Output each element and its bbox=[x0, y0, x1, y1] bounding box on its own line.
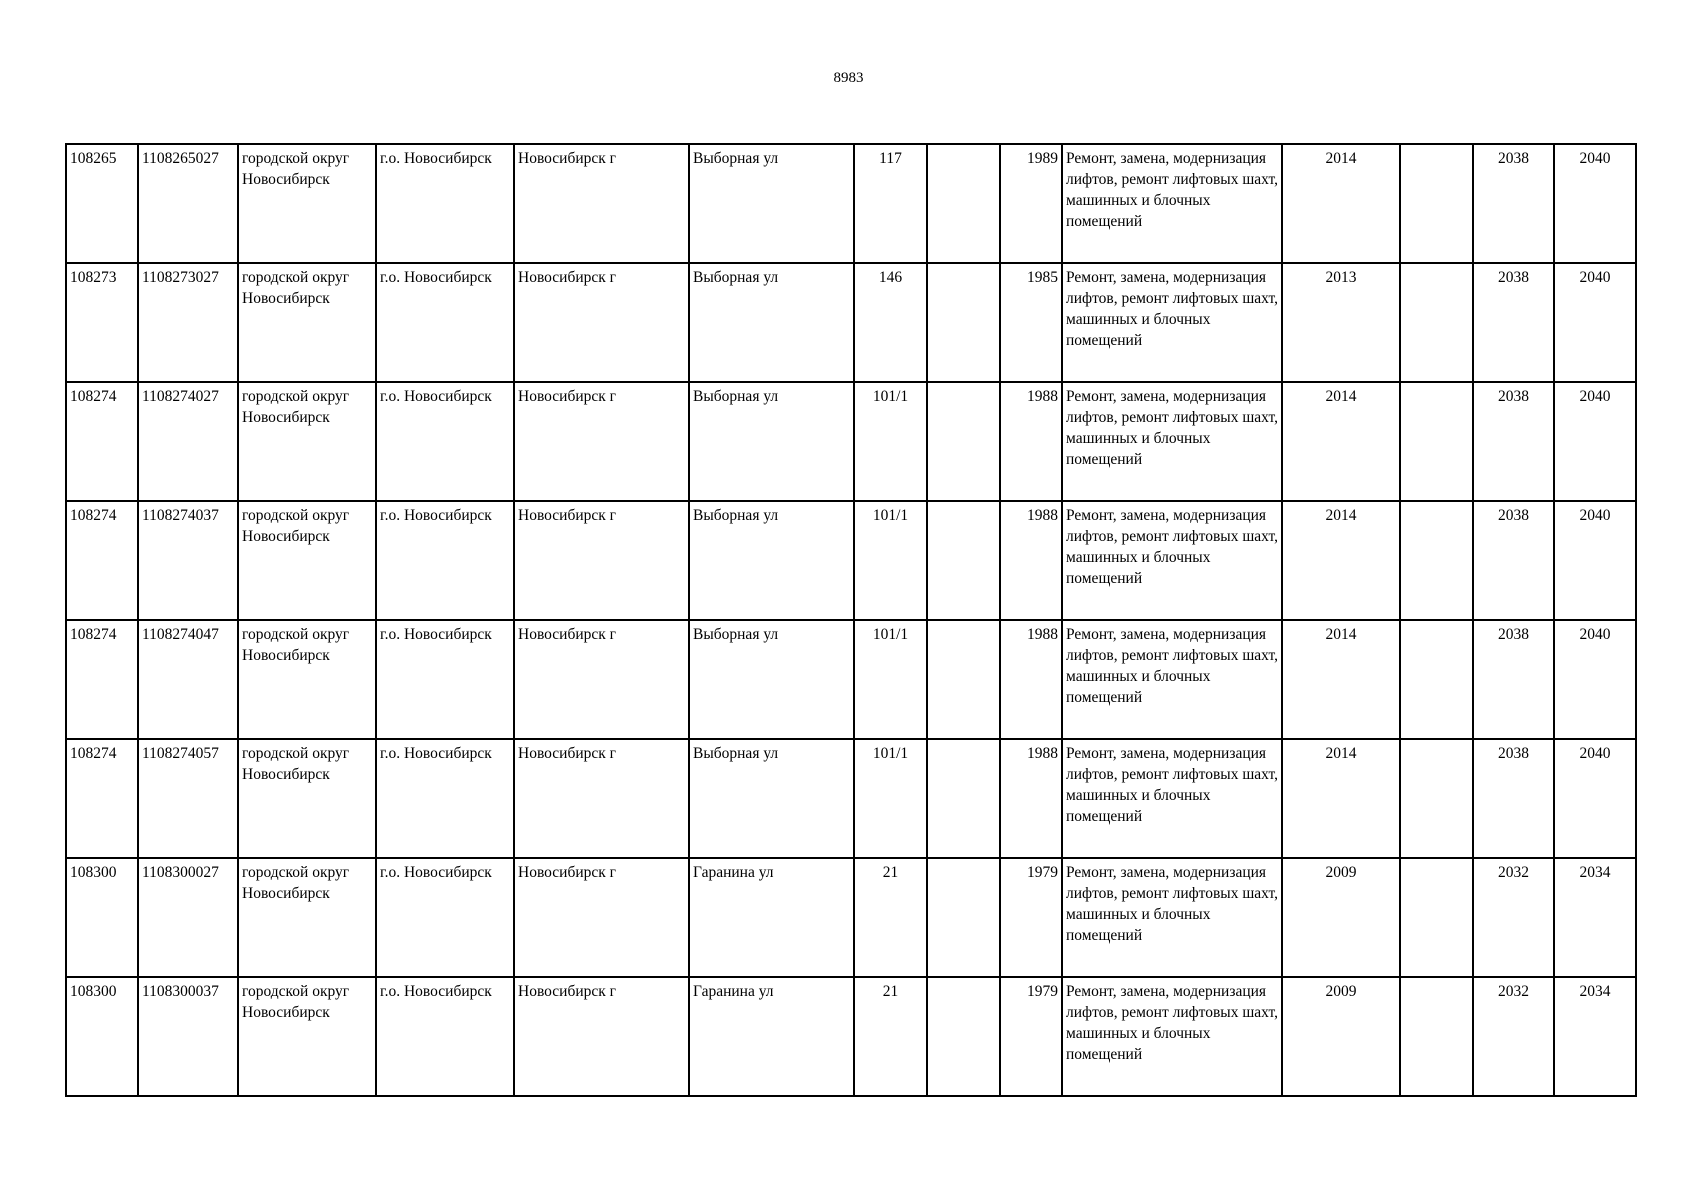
cell-municipality: г.о. Новосибирск bbox=[376, 620, 514, 739]
cell-empty bbox=[1400, 263, 1473, 382]
cell-district: городской округ Новосибирск bbox=[238, 858, 376, 977]
cell-locality: Новосибирск г bbox=[514, 739, 689, 858]
cell-year-built: 1988 bbox=[1000, 739, 1062, 858]
cell-code: 1108274047 bbox=[138, 620, 238, 739]
cell-street: Выборная ул bbox=[689, 382, 854, 501]
cell-municipality: г.о. Новосибирск bbox=[376, 501, 514, 620]
cell-district: городской округ Новосибирск bbox=[238, 977, 376, 1096]
cell-year-built: 1988 bbox=[1000, 620, 1062, 739]
cell-municipality: г.о. Новосибирск bbox=[376, 739, 514, 858]
registry-table bbox=[65, 143, 1637, 1097]
cell-id: 108265 bbox=[66, 144, 138, 263]
cell-house: 21 bbox=[854, 858, 927, 977]
cell-year-end: 2034 bbox=[1554, 858, 1636, 977]
cell-code: 1108300037 bbox=[138, 977, 238, 1096]
table-row bbox=[66, 144, 1636, 263]
cell-year-end: 2040 bbox=[1554, 620, 1636, 739]
cell-street: Гаранина ул bbox=[689, 977, 854, 1096]
page-number: 8983 bbox=[833, 70, 864, 86]
cell-district: городской округ Новосибирск bbox=[238, 501, 376, 620]
cell-year-last-repair: 2014 bbox=[1282, 620, 1400, 739]
cell-year-start: 2038 bbox=[1473, 620, 1554, 739]
cell-building bbox=[927, 263, 1000, 382]
cell-street: Выборная ул bbox=[689, 620, 854, 739]
cell-year-start: 2038 bbox=[1473, 382, 1554, 501]
cell-empty bbox=[1400, 977, 1473, 1096]
cell-code: 1108274027 bbox=[138, 382, 238, 501]
cell-house: 101/1 bbox=[854, 620, 927, 739]
cell-year-end: 2040 bbox=[1554, 739, 1636, 858]
cell-street: Гаранина ул bbox=[689, 858, 854, 977]
cell-house: 21 bbox=[854, 977, 927, 1096]
cell-year-built: 1989 bbox=[1000, 144, 1062, 263]
cell-year-end: 2040 bbox=[1554, 144, 1636, 263]
cell-district: городской округ Новосибирск bbox=[238, 382, 376, 501]
cell-year-end: 2040 bbox=[1554, 501, 1636, 620]
table-row bbox=[66, 501, 1636, 620]
cell-year-start: 2038 bbox=[1473, 501, 1554, 620]
cell-year-last-repair: 2009 bbox=[1282, 858, 1400, 977]
cell-year-start: 2038 bbox=[1473, 144, 1554, 263]
table-row bbox=[66, 263, 1636, 382]
cell-municipality: г.о. Новосибирск bbox=[376, 263, 514, 382]
cell-locality: Новосибирск г bbox=[514, 977, 689, 1096]
cell-year-last-repair: 2014 bbox=[1282, 739, 1400, 858]
cell-building bbox=[927, 382, 1000, 501]
cell-locality: Новосибирск г bbox=[514, 620, 689, 739]
cell-year-end: 2040 bbox=[1554, 263, 1636, 382]
cell-year-built: 1985 bbox=[1000, 263, 1062, 382]
cell-work-type: Ремонт, замена, модернизация лифтов, ремонт лифтовых шахт, машинных и блочных помещений bbox=[1062, 501, 1282, 620]
cell-house: 101/1 bbox=[854, 382, 927, 501]
cell-id: 108300 bbox=[66, 858, 138, 977]
table-row bbox=[66, 739, 1636, 858]
cell-year-built: 1988 bbox=[1000, 501, 1062, 620]
table-row bbox=[66, 620, 1636, 739]
cell-code: 1108265027 bbox=[138, 144, 238, 263]
cell-house: 146 bbox=[854, 263, 927, 382]
cell-municipality: г.о. Новосибирск bbox=[376, 858, 514, 977]
cell-street: Выборная ул bbox=[689, 501, 854, 620]
cell-year-last-repair: 2013 bbox=[1282, 263, 1400, 382]
cell-empty bbox=[1400, 144, 1473, 263]
cell-year-end: 2034 bbox=[1554, 977, 1636, 1096]
cell-year-last-repair: 2009 bbox=[1282, 977, 1400, 1096]
cell-code: 1108274057 bbox=[138, 739, 238, 858]
cell-building bbox=[927, 739, 1000, 858]
cell-building bbox=[927, 858, 1000, 977]
cell-empty bbox=[1400, 858, 1473, 977]
cell-house: 101/1 bbox=[854, 739, 927, 858]
cell-id: 108274 bbox=[66, 739, 138, 858]
cell-locality: Новосибирск г bbox=[514, 501, 689, 620]
cell-year-start: 2038 bbox=[1473, 739, 1554, 858]
cell-year-built: 1979 bbox=[1000, 858, 1062, 977]
cell-year-end: 2040 bbox=[1554, 382, 1636, 501]
cell-code: 1108300027 bbox=[138, 858, 238, 977]
cell-year-last-repair: 2014 bbox=[1282, 501, 1400, 620]
cell-locality: Новосибирск г bbox=[514, 144, 689, 263]
cell-municipality: г.о. Новосибирск bbox=[376, 144, 514, 263]
cell-year-start: 2032 bbox=[1473, 858, 1554, 977]
cell-code: 1108273027 bbox=[138, 263, 238, 382]
table-row bbox=[66, 858, 1636, 977]
cell-work-type: Ремонт, замена, модернизация лифтов, ремонт лифтовых шахт, машинных и блочных помещений bbox=[1062, 977, 1282, 1096]
cell-work-type: Ремонт, замена, модернизация лифтов, ремонт лифтовых шахт, машинных и блочных помещений bbox=[1062, 263, 1282, 382]
cell-building bbox=[927, 977, 1000, 1096]
cell-work-type: Ремонт, замена, модернизация лифтов, ремонт лифтовых шахт, машинных и блочных помещений bbox=[1062, 144, 1282, 263]
cell-work-type: Ремонт, замена, модернизация лифтов, ремонт лифтовых шахт, машинных и блочных помещений bbox=[1062, 620, 1282, 739]
cell-street: Выборная ул bbox=[689, 263, 854, 382]
cell-district: городской округ Новосибирск bbox=[238, 620, 376, 739]
cell-empty bbox=[1400, 382, 1473, 501]
cell-id: 108273 bbox=[66, 263, 138, 382]
cell-year-last-repair: 2014 bbox=[1282, 382, 1400, 501]
cell-locality: Новосибирск г bbox=[514, 382, 689, 501]
cell-building bbox=[927, 501, 1000, 620]
cell-year-built: 1979 bbox=[1000, 977, 1062, 1096]
cell-year-last-repair: 2014 bbox=[1282, 144, 1400, 263]
cell-id: 108274 bbox=[66, 620, 138, 739]
table-body bbox=[66, 144, 1636, 1096]
cell-year-start: 2038 bbox=[1473, 263, 1554, 382]
cell-empty bbox=[1400, 501, 1473, 620]
cell-id: 108274 bbox=[66, 382, 138, 501]
cell-building bbox=[927, 620, 1000, 739]
cell-work-type: Ремонт, замена, модернизация лифтов, ремонт лифтовых шахт, машинных и блочных помещений bbox=[1062, 858, 1282, 977]
cell-district: городской округ Новосибирск bbox=[238, 263, 376, 382]
cell-id: 108274 bbox=[66, 501, 138, 620]
cell-municipality: г.о. Новосибирск bbox=[376, 977, 514, 1096]
cell-district: городской округ Новосибирск bbox=[238, 739, 376, 858]
cell-house: 101/1 bbox=[854, 501, 927, 620]
cell-locality: Новосибирск г bbox=[514, 263, 689, 382]
cell-empty bbox=[1400, 739, 1473, 858]
table-row bbox=[66, 977, 1636, 1096]
cell-street: Выборная ул bbox=[689, 144, 854, 263]
cell-id: 108300 bbox=[66, 977, 138, 1096]
cell-house: 117 bbox=[854, 144, 927, 263]
cell-locality: Новосибирск г bbox=[514, 858, 689, 977]
cell-work-type: Ремонт, замена, модернизация лифтов, ремонт лифтовых шахт, машинных и блочных помещений bbox=[1062, 739, 1282, 858]
cell-street: Выборная ул bbox=[689, 739, 854, 858]
cell-empty bbox=[1400, 620, 1473, 739]
cell-year-start: 2032 bbox=[1473, 977, 1554, 1096]
cell-work-type: Ремонт, замена, модернизация лифтов, ремонт лифтовых шахт, машинных и блочных помещений bbox=[1062, 382, 1282, 501]
cell-district: городской округ Новосибирск bbox=[238, 144, 376, 263]
cell-building bbox=[927, 144, 1000, 263]
cell-code: 1108274037 bbox=[138, 501, 238, 620]
cell-year-built: 1988 bbox=[1000, 382, 1062, 501]
table-row bbox=[66, 382, 1636, 501]
cell-municipality: г.о. Новосибирск bbox=[376, 382, 514, 501]
